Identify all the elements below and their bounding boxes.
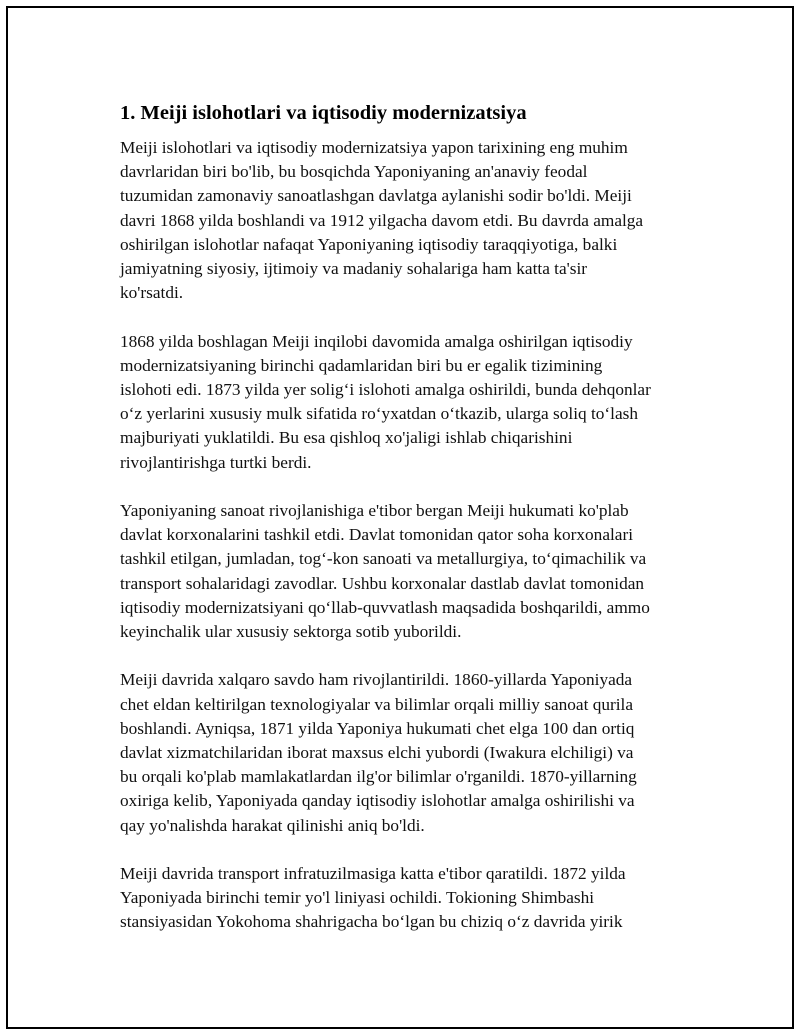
paragraph-2 — [120, 330, 710, 475]
page-frame — [6, 6, 794, 1029]
text-line: ko'rsatdi. — [120, 283, 184, 303]
text-line: Meiji islohotlari va iqtisodiy modernizatsiya yapon tarixining eng muhim — [120, 138, 628, 157]
text-line: davlat korxonalarini tashkil etdi. Davlat tomonidan qator soha korxonalari — [120, 525, 634, 545]
paragraph-5 — [120, 862, 710, 935]
text-line: chet eldan keltirilgan texnologiyalar va bilimlar orqali milliy sanoat qurila — [120, 694, 634, 714]
text-line: oshirilgan islohotlar nafaqat Yaponiyaning iqtisodiy taraqqiyotiga, balki — [120, 234, 618, 254]
text-line: bu orqali ko'plab mamlakatlardan ilg'or bilimlar o'rganildi. 1870-yillarning — [120, 767, 637, 787]
text-line: davri 1868 yilda boshlandi va 1912 yilgacha davom etdi. Bu davrda amalga — [120, 210, 644, 230]
text-line: iqtisodiy modernizatsiyani qo‘llab-quvvatlash maqsadida boshqarildi, ammo — [120, 597, 650, 617]
text-line: rivojlantirishga turtki berdi. — [120, 452, 312, 472]
text-line: Yaponiyaning sanoat rivojlanishiga e'tibor bergan Meiji hukumati ko'plab — [120, 501, 629, 521]
paragraph-1 — [120, 136, 710, 305]
text-line: oxiriga kelib, Yaponiyada qanday iqtisodiy islohotlar amalga oshirilishi va — [120, 791, 635, 811]
paragraph-4 — [120, 668, 710, 837]
text-line: tuzumidan zamonaviy sanoatlashgan davlatga aylanishi sodir bo'ldi. Meiji — [120, 186, 632, 206]
text-line: islohoti edi. 1873 yilda yer solig‘i islohoti amalga oshirildi, bunda dehqonlar — [120, 380, 651, 400]
document-body — [120, 100, 710, 959]
text-line: davrlaridan biri bo'lib, bu bosqichda Yaponiyaning an'anaviy feodal — [120, 162, 588, 182]
text-line: majburiyati yuklatildi. Bu esa qishloq xo'jaligi ishlab chiqarishini — [120, 428, 573, 448]
text-line: Meiji davrida transport infratuzilmasiga katta e'tibor qaratildi. 1872 yilda — [120, 864, 626, 884]
text-line: Yaponiyada birinchi temir yo'l liniyasi ochildi. Tokioning Shimbashi — [120, 888, 595, 908]
text-line: boshlandi. Ayniqsa, 1871 yilda Yaponiya hukumati chet elga 100 dan ortiq — [120, 718, 635, 738]
text-line: Meiji davrida xalqaro savdo ham rivojlantirildi. 1860-yillarda Yaponiyada — [120, 670, 633, 690]
text-line: davlat xizmatchilaridan iborat maxsus elchi yubordi (Iwakura elchiligi) va — [120, 743, 634, 763]
text-line: transport sohalaridagi zavodlar. Ushbu korxonalar dastlab davlat tomonidan — [120, 573, 645, 593]
text-line: 1868 yilda boshlagan Meiji inqilobi davomida amalga oshirilgan iqtisodiy — [120, 331, 633, 351]
text-line: keyinchalik ular xususiy sektorga sotib yuborildi. — [120, 622, 462, 642]
section-title: 1. Meiji islohotlari va iqtisodiy modernizatsiya — [120, 102, 527, 124]
text-line: modernizatsiyaning birinchi qadamlaridan biri bu er egalik tizimining — [120, 355, 603, 375]
text-line: tashkil etilgan, jumladan, tog‘-kon sanoati va metallurgiya, to‘qimachilik va — [120, 549, 647, 569]
text-line: o‘z yerlarini xususiy mulk sifatida ro‘yxatdan o‘tkazib, ularga soliq to‘lash — [120, 404, 638, 424]
text-line: qay yo'nalishda harakat qilinishi aniq bo'ldi. — [120, 815, 425, 835]
paragraph-3 — [120, 499, 710, 644]
text-line: stansiyasidan Yokohoma shahrigacha bo‘lgan bu chiziq o‘z davrida yirik — [120, 912, 623, 932]
text-line: jamiyatning siyosiy, ijtimoiy va madaniy sohalariga ham katta ta'sir — [120, 259, 588, 279]
